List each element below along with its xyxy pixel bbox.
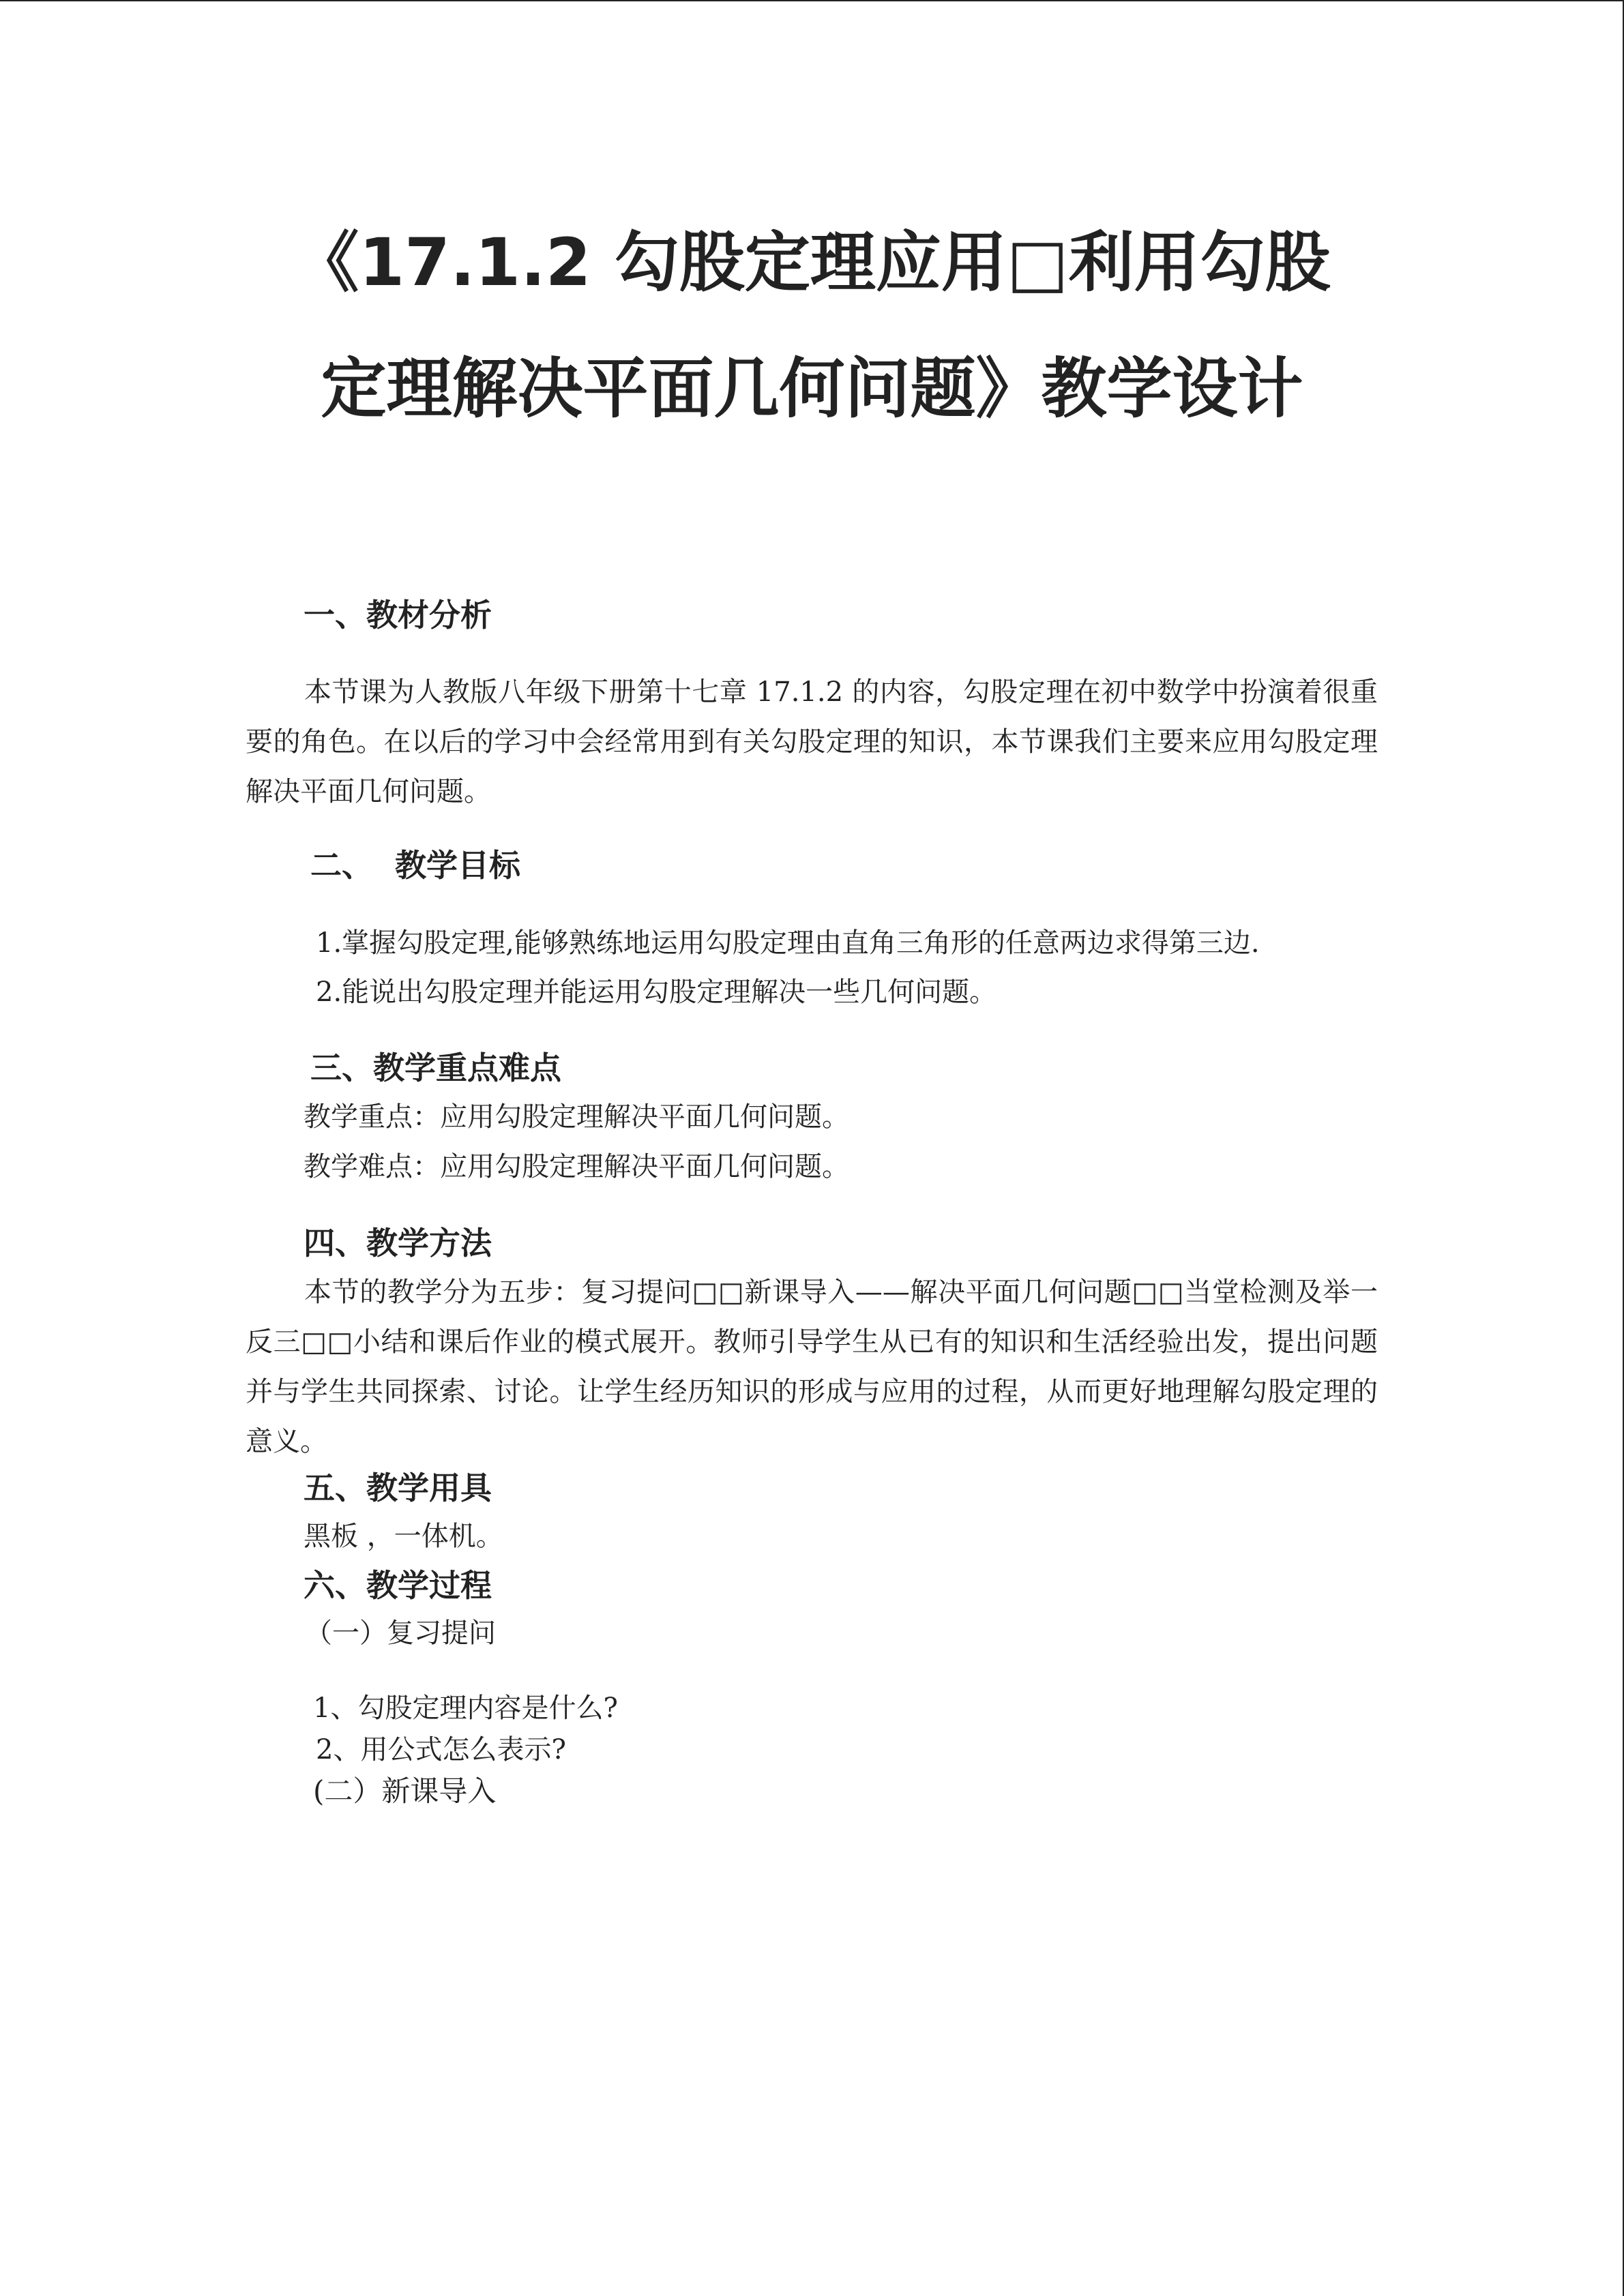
subheading-new-lesson-intro: (二）新课导入 bbox=[313, 1774, 497, 1808]
goal-item-2: 2.能说出勾股定理并能运用勾股定理解决一些几何问题。 bbox=[316, 976, 997, 1008]
difficult-point-item: 教学难点：应用勾股定理解决平面几何问题。 bbox=[304, 1151, 849, 1182]
section-paragraph-textbook-analysis: 本节课为人教版八年级下册第十七章 17.1.2 的内容，勾股定理在初中数学中扮演着很重要的角色。在以后的学习中会经常用到有关勾股定理的知识，本节课我们主要来应用勾股定理解决平面几何问题。 bbox=[246, 676, 1378, 807]
subheading-review-questions: （一）复习提问 bbox=[305, 1617, 496, 1649]
document-title-line-1: 《17.1.2 勾股定理应用□利用勾股 bbox=[293, 224, 1331, 301]
goal-item-1: 1.掌握勾股定理,能够熟练地运用勾股定理由直角三角形的任意两边求得第三边. bbox=[316, 927, 1260, 959]
section-heading-textbook-analysis: 一、教材分析 bbox=[304, 597, 492, 633]
key-point-item: 教学重点：应用勾股定理解决平面几何问题。 bbox=[304, 1101, 849, 1133]
section-heading-teaching-process: 六、教学过程 bbox=[304, 1567, 492, 1604]
section-heading-teaching-tools: 五、教学用具 bbox=[304, 1470, 492, 1506]
review-question-2: 2、用公式怎么表示? bbox=[316, 1734, 566, 1765]
teaching-tools-item: 黑板 ，一体机。 bbox=[304, 1521, 503, 1552]
document-title-line-2: 定理解决平面几何问题》教学设计 bbox=[321, 351, 1303, 427]
review-question-1: 1、勾股定理内容是什么? bbox=[313, 1693, 618, 1724]
section-heading-teaching-goals: 二、 教学目标 bbox=[310, 847, 521, 884]
section-paragraph-teaching-method: 本节的教学分为五步：复习提问□□新课导入——解决平面几何问题□□当堂检测及举一反三□□小结和课后作业的模式展开。教师引导学生从已有的知识和生活经验出发，提出问题并与学生共同探索、讨论。让学生经历知识的形成与应用的过程，从而更好地理解勾股定理的意义。 bbox=[246, 1277, 1378, 1457]
section-heading-key-points: 三、教学重点难点 bbox=[310, 1049, 561, 1086]
section-heading-teaching-method: 四、教学方法 bbox=[304, 1225, 492, 1262]
